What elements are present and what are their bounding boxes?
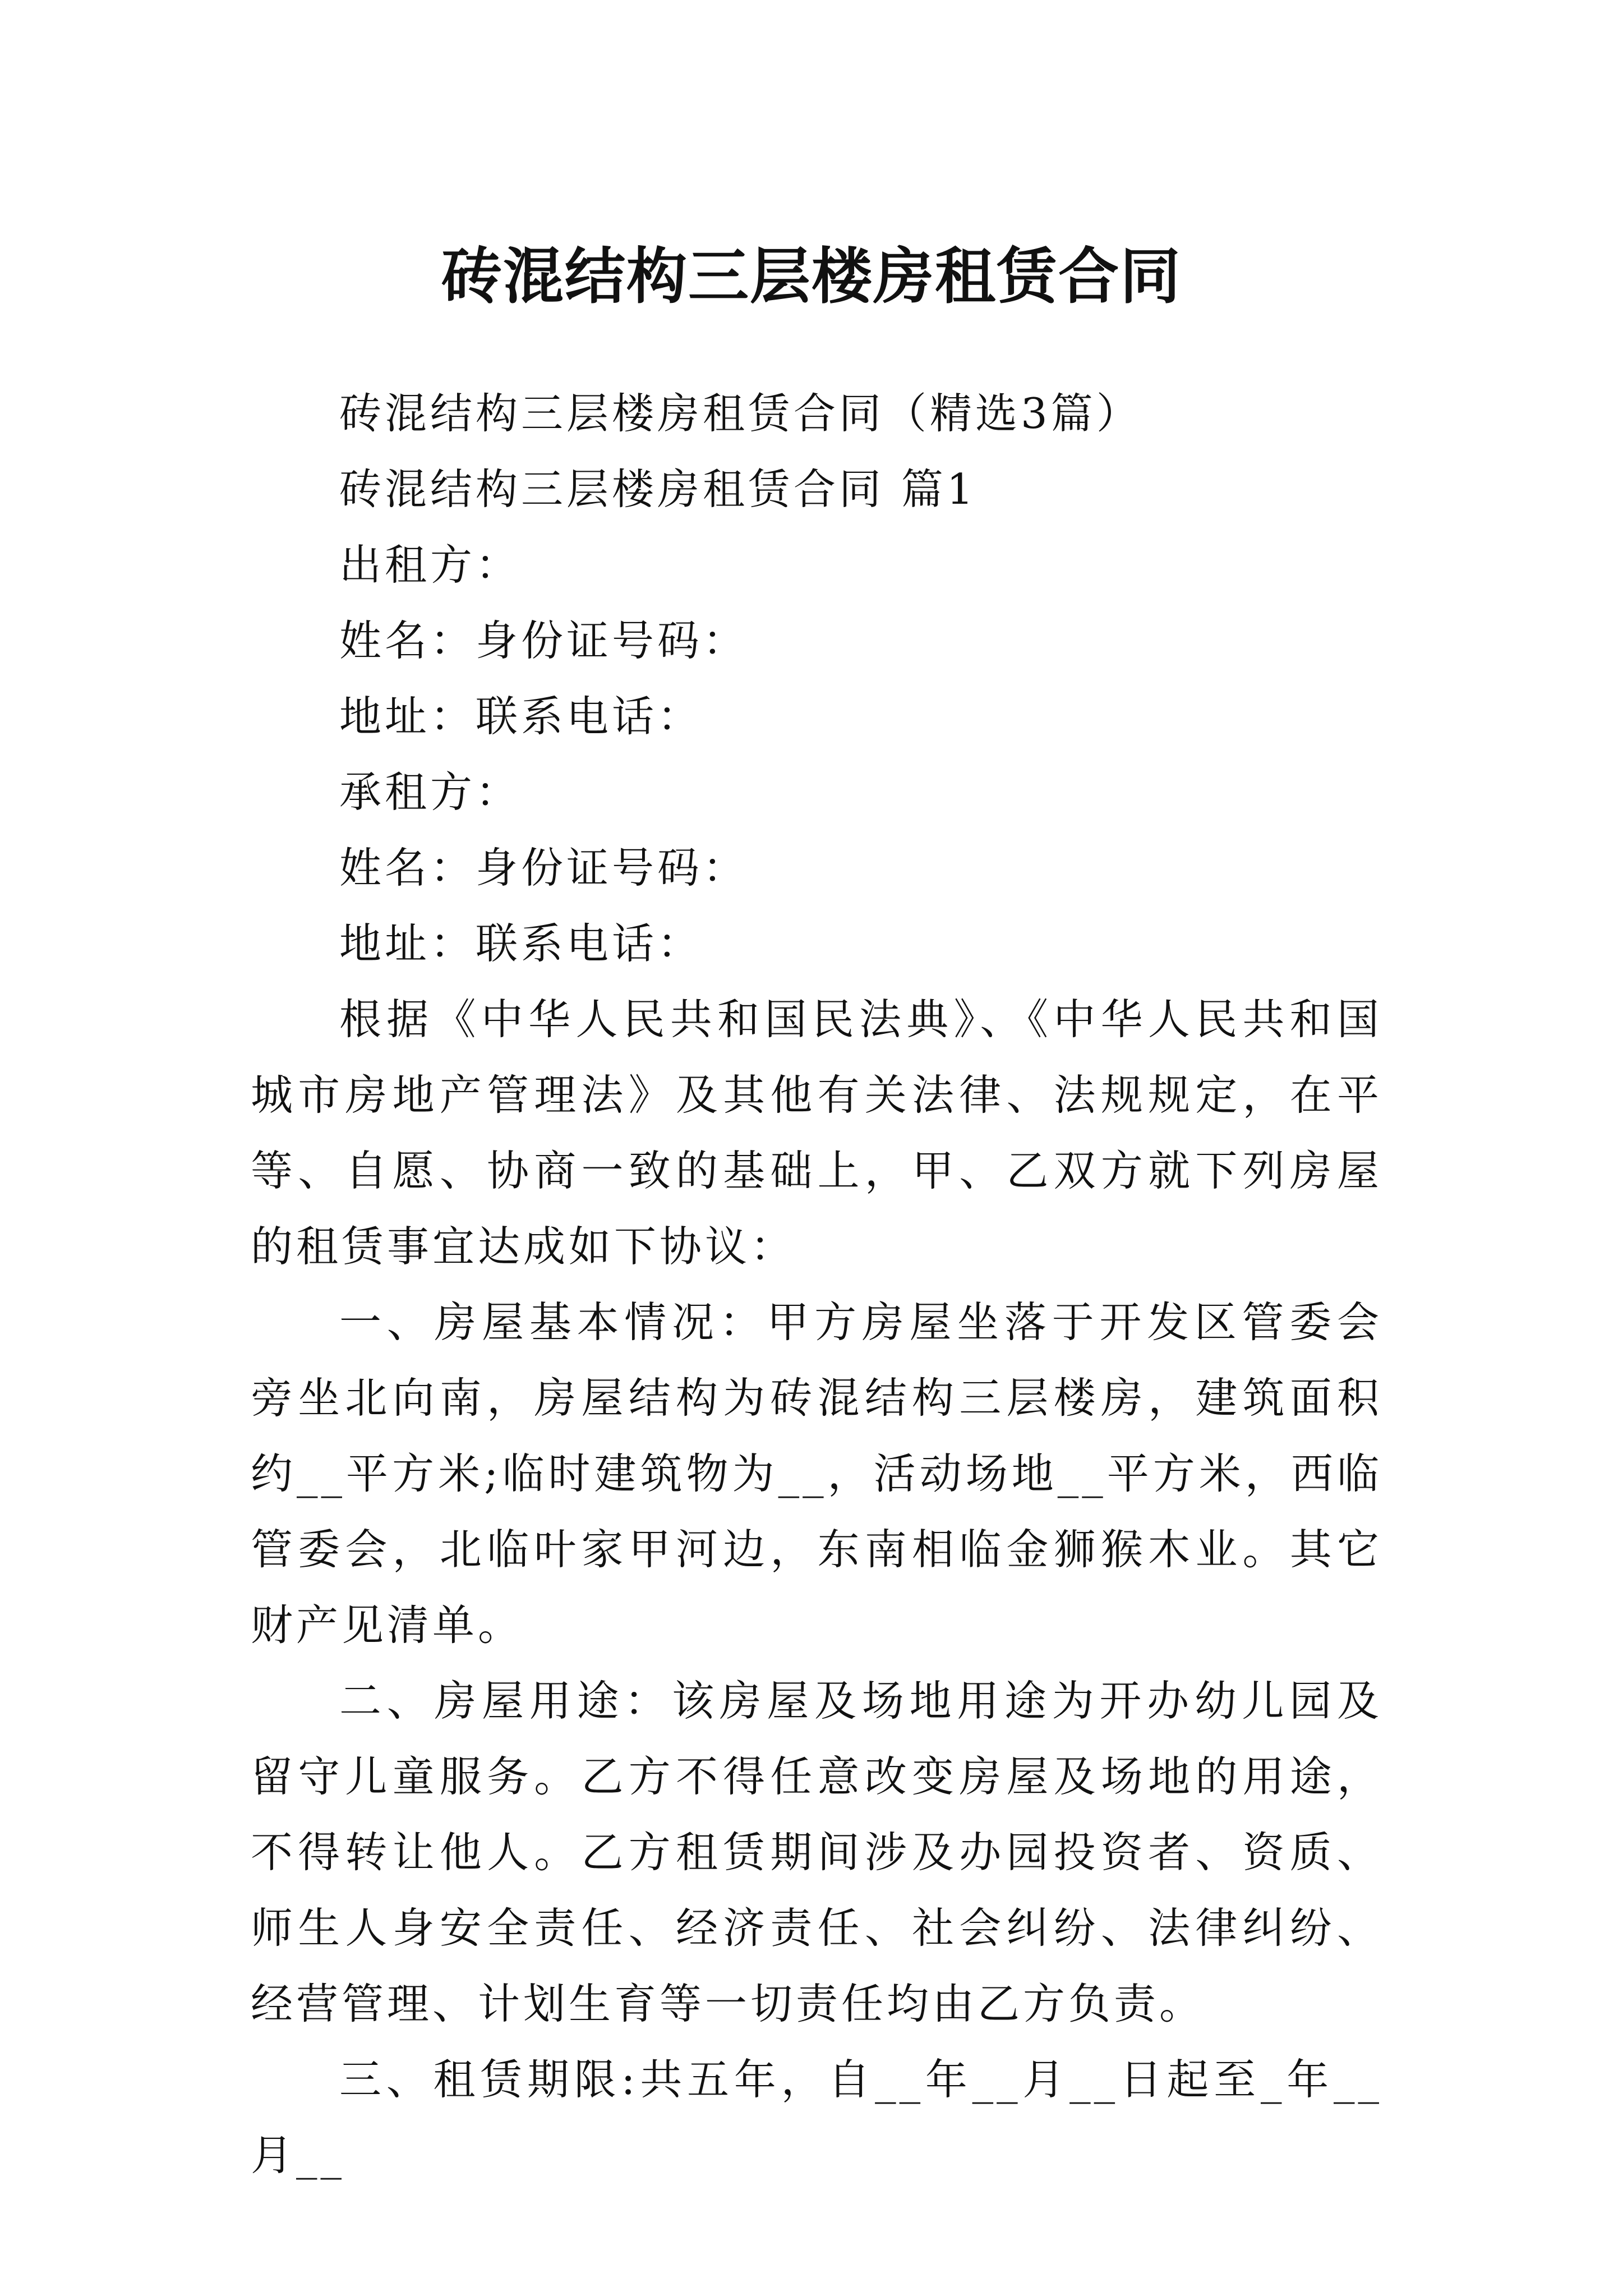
lessor-name-id-field: 姓名：身份证号码： — [339, 616, 749, 665]
lessee-label: 承租方： — [339, 767, 522, 817]
lessor-label: 出租方： — [339, 540, 522, 590]
lessee-address-phone-field: 地址：联系电话： — [339, 919, 703, 968]
lessor-address-phone-field: 地址：联系电话： — [339, 692, 703, 741]
lessee-name-id-field: 姓名：身份证号码： — [339, 843, 749, 892]
section-heading: 砖混结构三层楼房租赁合同 篇1 — [339, 464, 977, 514]
clause-3-lease-term: 三、租赁期限:共五年，自__年__月__日起至_年__月__ — [251, 2055, 1382, 2180]
document-title: 砖混结构三层楼房租赁合同 — [441, 242, 1182, 312]
collection-heading: 砖混结构三层楼房租赁合同（精选3篇） — [339, 389, 1142, 438]
preamble-paragraph: 根据《中华人民共和国民法典》、《中华人民共和国城市房地产管理法》及其他有关法律、法规规定，在平等、自愿、协商一致的基础上，甲、乙双方就下列房屋的租赁事宜达成如下协议： — [251, 995, 1382, 1271]
clause-1-property-details: 一、房屋基本情况：甲方房屋坐落于开发区管委会旁坐北向南，房屋结构为砖混结构三层楼房，建筑面积约__平方米;临时建筑物为__，活动场地__平方米，西临管委会，北临叶家甲河边，东南相临金狮猴木业。其它财产见清单。 — [251, 1297, 1382, 1650]
clause-2-property-use: 二、房屋用途：该房屋及场地用途为开办幼儿园及留守儿童服务。乙方不得任意改变房屋及场地的用途，不得转让他人。乙方租赁期间涉及办园投资者、资质、师生人身安全责任、经济责任、社会纠纷、法律纠纷、经营管理、计划生育等一切责任均由乙方负责。 — [251, 1676, 1382, 2028]
document-body — [251, 376, 1382, 2193]
